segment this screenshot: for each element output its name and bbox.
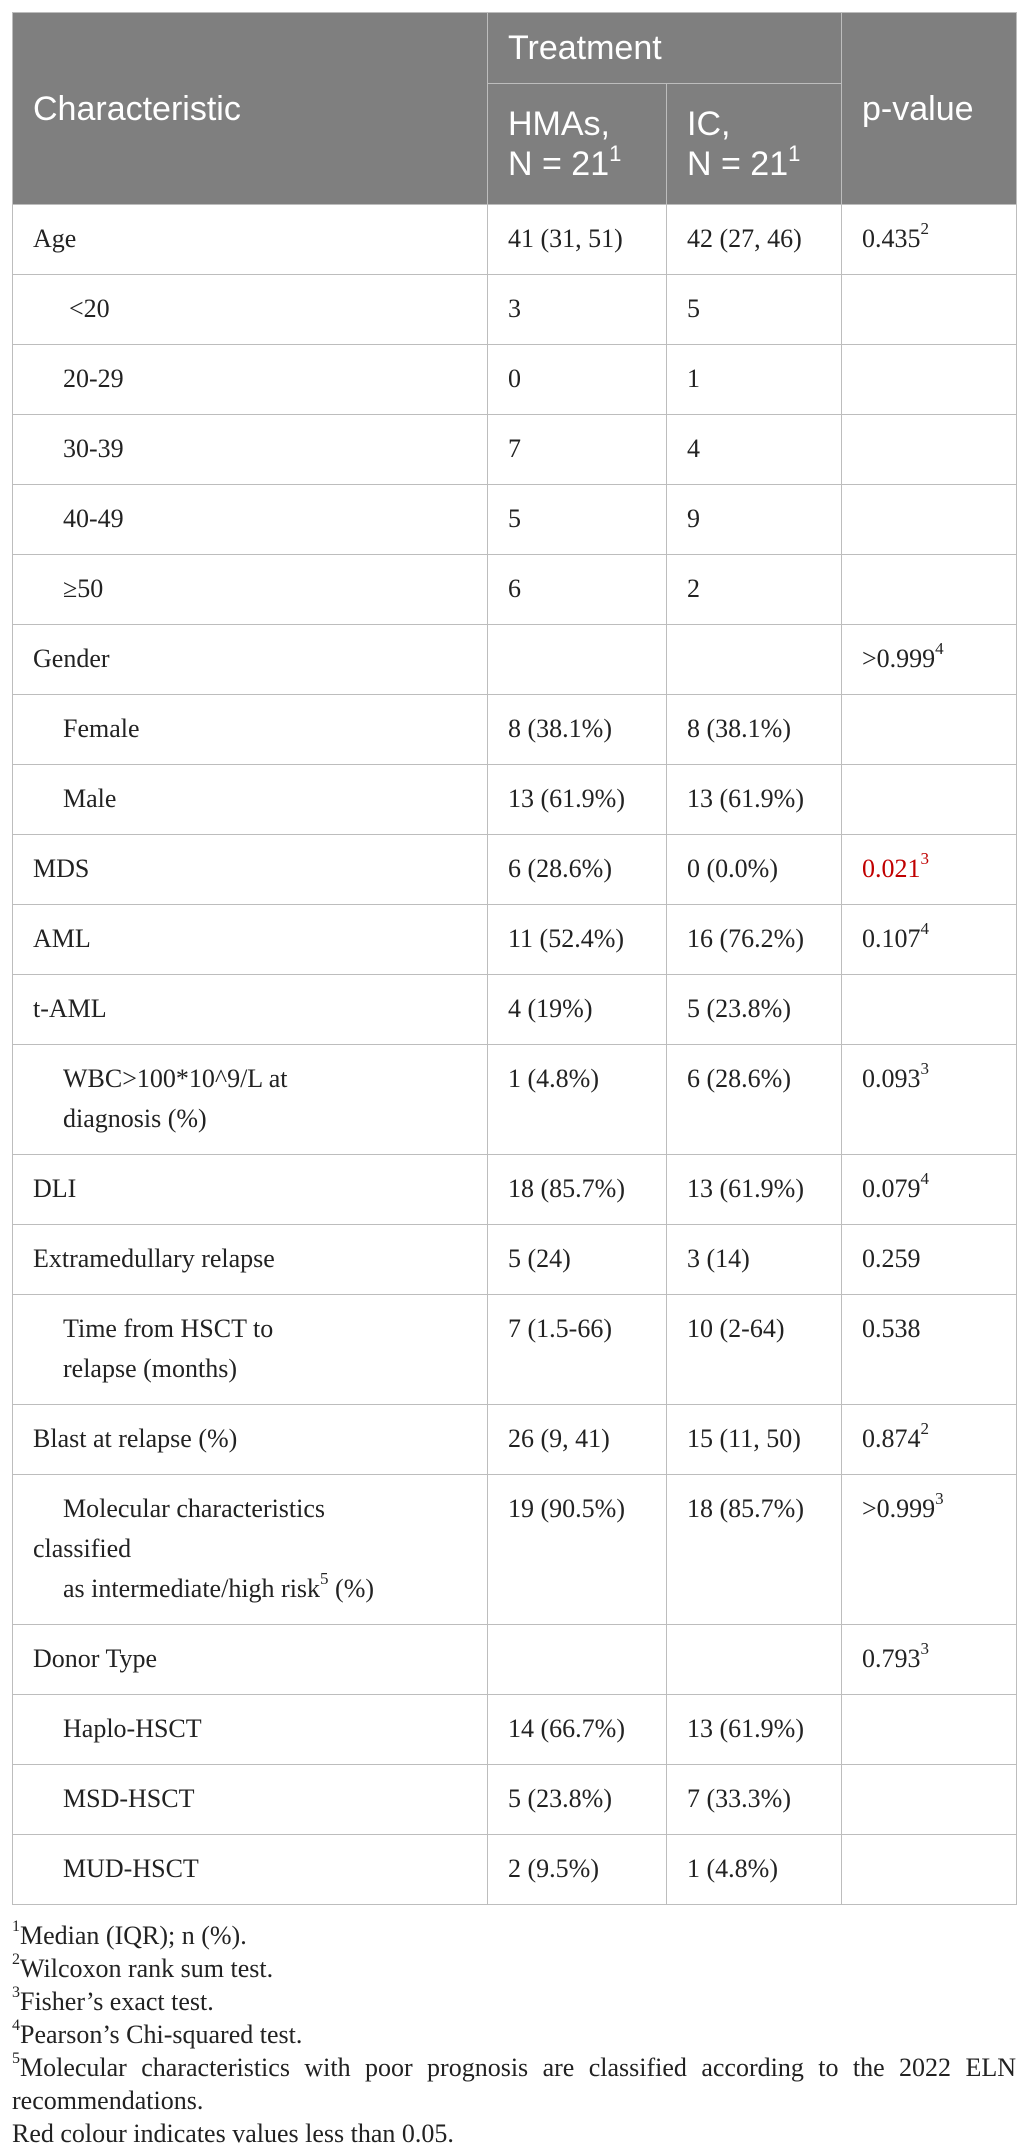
cell-pvalue [842, 1835, 1017, 1905]
cell-hmas: 4 (19%) [488, 975, 667, 1045]
row-label: 40-49 [13, 485, 488, 555]
row-label: ≥50 [13, 555, 488, 625]
table-row [13, 1695, 1017, 1765]
cell-ic [667, 1625, 842, 1695]
cell-ic [667, 625, 842, 695]
footnote: $^5$Molecular characteristics with poor prognosis are classified according to the 2022 ELN recommendations. [12, 2050, 1016, 2115]
cell-pvalue: 0.538 [842, 1295, 1017, 1405]
table-row [13, 975, 1017, 1045]
table-container [12, 12, 1016, 2150]
cell-pvalue: 0.079$^4$ [842, 1155, 1017, 1225]
table-row [13, 695, 1017, 765]
cell-hmas: 14 (66.7%) [488, 1695, 667, 1765]
cell-pvalue: 0.874$^2$ [842, 1405, 1017, 1475]
cell-hmas: 7 [488, 415, 667, 485]
cell-ic: 42 (27, 46) [667, 205, 842, 275]
row-label: Male [13, 765, 488, 835]
cell-pvalue-significant: 0.021$^3$ [842, 835, 1017, 905]
cell-ic: 1 (4.8%) [667, 1835, 842, 1905]
cell-hmas: 26 (9, 41) [488, 1405, 667, 1475]
cell-pvalue [842, 975, 1017, 1045]
row-label: Molecular characteristics classified as intermediate/high risk$^5$ (%) [13, 1475, 488, 1625]
cell-hmas: 41 (31, 51) [488, 205, 667, 275]
cell-pvalue [842, 765, 1017, 835]
cell-hmas: 3 [488, 275, 667, 345]
table-body [13, 205, 1017, 1905]
header-characteristic: Characteristic [13, 13, 488, 205]
table-row [13, 1625, 1017, 1695]
table-row [13, 275, 1017, 345]
row-label: Blast at relapse (%) [13, 1405, 488, 1475]
cell-ic: 13 (61.9%) [667, 1155, 842, 1225]
header-treatment: Treatment [488, 13, 842, 84]
table-row [13, 555, 1017, 625]
cell-ic: 15 (11, 50) [667, 1405, 842, 1475]
footnote: $^2$Wilcoxon rank sum test. [12, 1951, 274, 1983]
cell-pvalue: $>0.999^3$ [842, 1475, 1017, 1625]
table-row [13, 345, 1017, 415]
table-row [13, 1045, 1017, 1155]
table-row [13, 625, 1017, 695]
cell-ic: 10 (2-64) [667, 1295, 842, 1405]
table-row [13, 835, 1017, 905]
footnotes [12, 1919, 1016, 2150]
table-header [13, 13, 1017, 205]
table-row [13, 485, 1017, 555]
cell-hmas: 5 [488, 485, 667, 555]
table-row [13, 1475, 1017, 1625]
cell-ic: 0 (0.0%) [667, 835, 842, 905]
row-label: Age [13, 205, 488, 275]
cell-ic: 16 (76.2%) [667, 905, 842, 975]
row-label: WBC>100*10^9/L at diagnosis (%) [13, 1045, 488, 1155]
cell-hmas: 0 [488, 345, 667, 415]
cell-pvalue: 0.259 [842, 1225, 1017, 1295]
table-row [13, 1155, 1017, 1225]
cell-ic: 1 [667, 345, 842, 415]
cell-ic: 4 [667, 415, 842, 485]
row-label: 20-29 [13, 345, 488, 415]
cell-hmas: 1 (4.8%) [488, 1045, 667, 1155]
cell-pvalue [842, 695, 1017, 765]
row-label: t-AML [13, 975, 488, 1045]
footnote: $^3$Fisher’s exact test. [12, 1984, 214, 2016]
cell-hmas: 6 [488, 555, 667, 625]
table-row [13, 1765, 1017, 1835]
table-row [13, 1835, 1017, 1905]
table-row [13, 1225, 1017, 1295]
cell-hmas: 8 (38.1%) [488, 695, 667, 765]
table-row [13, 905, 1017, 975]
cell-ic: 2 [667, 555, 842, 625]
cell-hmas: 19 (90.5%) [488, 1475, 667, 1625]
cell-hmas: 7 (1.5-66) [488, 1295, 667, 1405]
cell-hmas [488, 625, 667, 695]
cell-pvalue: 0.435$^2$ [842, 205, 1017, 275]
cell-ic: 3 (14) [667, 1225, 842, 1295]
cell-pvalue: $>0.999^4$ [842, 625, 1017, 695]
cell-hmas: 5 (24) [488, 1225, 667, 1295]
cell-pvalue: 0.793$^3$ [842, 1625, 1017, 1695]
cell-hmas: 11 (52.4%) [488, 905, 667, 975]
row-label: Extramedullary relapse [13, 1225, 488, 1295]
cell-ic: 6 (28.6%) [667, 1045, 842, 1155]
cell-hmas [488, 1625, 667, 1695]
table-row [13, 415, 1017, 485]
cell-pvalue: 0.107$^4$ [842, 905, 1017, 975]
row-label: Gender [13, 625, 488, 695]
header-hmas: HMAs, $N = 21^1$ [488, 84, 667, 205]
cell-pvalue: 0.093$^3$ [842, 1045, 1017, 1155]
table-row [13, 765, 1017, 835]
cell-ic: 5 (23.8%) [667, 975, 842, 1045]
cell-pvalue [842, 1765, 1017, 1835]
cell-hmas: 18 (85.7%) [488, 1155, 667, 1225]
cell-pvalue [842, 275, 1017, 345]
color-note: Red colour indicates values less than 0.05. [12, 2119, 454, 2148]
row-label: DLI [13, 1155, 488, 1225]
cell-ic: 13 (61.9%) [667, 1695, 842, 1765]
table-row [13, 1405, 1017, 1475]
cell-pvalue [842, 555, 1017, 625]
cell-pvalue [842, 345, 1017, 415]
table-row [13, 205, 1017, 275]
cell-hmas: 6 (28.6%) [488, 835, 667, 905]
table-row [13, 1295, 1017, 1405]
row-label: Haplo-HSCT [13, 1695, 488, 1765]
cell-pvalue [842, 415, 1017, 485]
cell-hmas: 2 (9.5%) [488, 1835, 667, 1905]
cell-hmas: 5 (23.8%) [488, 1765, 667, 1835]
row-label: MUD-HSCT [13, 1835, 488, 1905]
cell-ic: 18 (85.7%) [667, 1475, 842, 1625]
row-label: 30-39 [13, 415, 488, 485]
row-label: Donor Type [13, 1625, 488, 1695]
row-label: Female [13, 695, 488, 765]
cell-ic: 13 (61.9%) [667, 765, 842, 835]
cell-ic: 8 (38.1%) [667, 695, 842, 765]
footnote: $^4$Pearson’s Chi-squared test. [12, 2017, 303, 2049]
characteristics-table [12, 12, 1017, 1905]
row-label: <20 [13, 275, 488, 345]
cell-ic: 5 [667, 275, 842, 345]
header-ic: IC, $N = 21^1$ [667, 84, 842, 205]
row-label: AML [13, 905, 488, 975]
row-label: MDS [13, 835, 488, 905]
cell-ic: 9 [667, 485, 842, 555]
footnote: $^1$Median (IQR); n (%). [12, 1918, 247, 1950]
cell-pvalue [842, 485, 1017, 555]
cell-hmas: 13 (61.9%) [488, 765, 667, 835]
row-label: MSD-HSCT [13, 1765, 488, 1835]
cell-ic: 7 (33.3%) [667, 1765, 842, 1835]
header-pvalue: p-value [842, 13, 1017, 205]
cell-pvalue [842, 1695, 1017, 1765]
row-label: Time from HSCT to relapse (months) [13, 1295, 488, 1405]
